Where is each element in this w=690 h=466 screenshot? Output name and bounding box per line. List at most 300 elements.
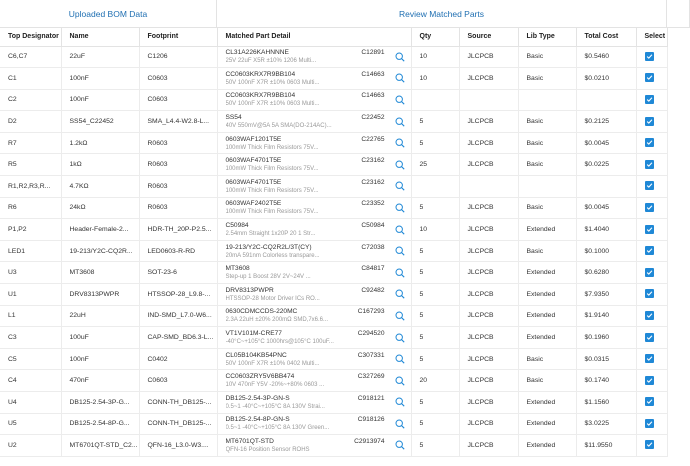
select-cell (636, 154, 667, 176)
qty-cell: 5 (411, 284, 459, 306)
part-code: C84817 (361, 265, 385, 273)
source-cell: JLCPCB (459, 370, 518, 392)
table-row (0, 197, 667, 219)
total-cost-cell: $0.0210 (576, 68, 636, 90)
part-description: 40V 550mV@5A 5A SMA(DO-214AC)... (225, 123, 332, 130)
total-cost-cell: $7.9350 (576, 284, 636, 306)
select-cell (636, 176, 667, 198)
part-description: 100mW Thick Film Resistors 75V... (225, 209, 319, 216)
matched-part-cell (217, 284, 411, 306)
part-description: 25V 22uF X5R ±10% 1206 Multi... (225, 58, 317, 65)
select-cell (636, 240, 667, 262)
search-icon[interactable] (395, 397, 405, 407)
part-description: 100mW Thick Film Resistors 75V... (225, 166, 319, 173)
checkmark-icon (646, 74, 653, 81)
qty-cell: 5 (411, 111, 459, 133)
search-icon[interactable] (395, 289, 405, 299)
matched-part-cell (217, 305, 411, 327)
part-description: 50V 100nF X7R ±10% 0402 Multi... (225, 360, 320, 367)
part-description: 20mA 591nm Colorless transpare... (225, 252, 320, 259)
search-icon[interactable] (395, 225, 405, 235)
total-cost-cell: $11.9550 (576, 435, 636, 457)
matched-part-cell (217, 327, 411, 349)
designator-cell: R1,R2,R3,R... (0, 176, 61, 198)
table-row (0, 176, 667, 198)
lib-type-cell: Extended (518, 284, 576, 306)
search-icon[interactable] (395, 246, 405, 256)
part-code: C2913974 (354, 437, 385, 445)
qty-cell: 5 (411, 435, 459, 457)
name-cell: 100uF (61, 327, 139, 349)
select-cell (636, 262, 667, 284)
search-icon[interactable] (395, 203, 405, 213)
designator-cell: C2 (0, 89, 61, 111)
total-cost-cell: $0.1000 (576, 240, 636, 262)
total-cost-cell: $1.1560 (576, 392, 636, 414)
designator-cell: U4 (0, 392, 61, 414)
part-number[interactable]: 0603WAF4701T5E (225, 157, 282, 165)
part-description: 2.54mm Straight 1x20P 20 1 Str... (225, 231, 316, 238)
footprint-cell: LED0603-R-RD (139, 240, 217, 262)
part-number[interactable]: C50984 (225, 222, 249, 230)
source-cell: JLCPCB (459, 392, 518, 414)
qty-cell: 5 (411, 327, 459, 349)
source-cell: JLCPCB (459, 413, 518, 435)
qty-cell: 10 (411, 46, 459, 68)
name-cell: 22uH (61, 305, 139, 327)
select-cell (636, 219, 667, 241)
footprint-cell: CAP-SMD_BD6.3-L... (139, 327, 217, 349)
checkmark-icon (646, 182, 653, 189)
name-cell: DB125-2.54-8P-G... (61, 413, 139, 435)
designator-cell: U1 (0, 284, 61, 306)
lib-type-cell (518, 176, 576, 198)
part-code: C12891 (361, 49, 385, 57)
col-source: Source (459, 28, 518, 46)
table-row (0, 219, 667, 241)
name-cell: Header-Female-2... (61, 219, 139, 241)
checkmark-icon (646, 398, 653, 405)
part-description: 10V 470nF Y5V -20%~+80% 0603 ... (225, 382, 325, 389)
search-icon[interactable] (395, 440, 405, 450)
designator-cell: L1 (0, 305, 61, 327)
total-cost-cell: $1.9140 (576, 305, 636, 327)
lib-type-cell: Extended (518, 392, 576, 414)
part-number[interactable]: CC0603ZRY5V6BB474 (225, 373, 295, 381)
table-row (0, 284, 667, 306)
total-cost-cell (576, 176, 636, 198)
select-checkbox[interactable] (645, 117, 654, 126)
matched-part-cell (217, 219, 411, 241)
col-top-designator: Top Designator (0, 28, 61, 46)
col-matched-part-detail: Matched Part Detail (217, 28, 411, 46)
total-cost-cell: $0.0045 (576, 132, 636, 154)
search-icon[interactable] (395, 333, 405, 343)
col-footprint: Footprint (139, 28, 217, 46)
select-cell (636, 46, 667, 68)
part-code: C92482 (361, 286, 385, 294)
part-code: C72038 (361, 243, 385, 251)
part-code: C22765 (361, 135, 385, 143)
table-row (0, 240, 667, 262)
lib-type-cell: Basic (518, 111, 576, 133)
search-icon[interactable] (395, 138, 405, 148)
select-checkbox[interactable] (645, 73, 654, 82)
footprint-cell: R0603 (139, 176, 217, 198)
qty-cell: 5 (411, 392, 459, 414)
total-cost-cell: $0.2125 (576, 111, 636, 133)
review-matched-parts-header: Review Matched Parts (217, 0, 667, 28)
total-cost-cell (576, 89, 636, 111)
select-checkbox[interactable] (645, 246, 654, 255)
designator-cell: LED1 (0, 240, 61, 262)
source-cell: JLCPCB (459, 435, 518, 457)
lib-type-cell: Basic (518, 370, 576, 392)
qty-cell: 20 (411, 370, 459, 392)
checkmark-icon (646, 226, 653, 233)
checkmark-icon (646, 247, 653, 254)
header-row (0, 28, 667, 46)
name-cell: 100nF (61, 68, 139, 90)
lib-type-cell: Basic (518, 197, 576, 219)
part-number[interactable]: DB125-2.54-3P-GN-S (225, 394, 290, 402)
part-description: QFN-16 Position Sensor ROHS (225, 446, 310, 453)
checkmark-icon (646, 139, 653, 146)
qty-cell: 5 (411, 197, 459, 219)
select-checkbox[interactable] (645, 289, 654, 298)
search-icon[interactable] (395, 95, 405, 105)
bom-table-body (0, 46, 667, 456)
matched-part-cell (217, 46, 411, 68)
footprint-cell: SMA_L4.4-W2.8-L... (139, 111, 217, 133)
part-number[interactable]: CL05B104KB54PNC (225, 351, 287, 359)
select-cell (636, 68, 667, 90)
part-code: C14663 (361, 92, 385, 100)
lib-type-cell: Basic (518, 154, 576, 176)
designator-cell: R5 (0, 154, 61, 176)
table-row (0, 327, 667, 349)
part-number[interactable]: VT1V101M-CRE77 (225, 330, 282, 338)
search-icon[interactable] (395, 52, 405, 62)
footprint-cell: C0603 (139, 370, 217, 392)
name-cell: 470nF (61, 370, 139, 392)
part-code: C23352 (361, 200, 385, 208)
col-name: Name (61, 28, 139, 46)
table-row (0, 435, 667, 457)
designator-cell: C5 (0, 348, 61, 370)
footprint-cell: R0603 (139, 197, 217, 219)
checkmark-icon (646, 290, 653, 297)
designator-cell: C1 (0, 68, 61, 90)
footprint-cell: C0603 (139, 89, 217, 111)
table-row (0, 348, 667, 370)
designator-cell: R7 (0, 132, 61, 154)
footprint-cell: HDR-TH_20P-P2.5... (139, 219, 217, 241)
name-cell: 22uF (61, 46, 139, 68)
search-icon[interactable] (395, 181, 405, 191)
qty-cell: 5 (411, 240, 459, 262)
source-cell: JLCPCB (459, 197, 518, 219)
qty-cell (411, 176, 459, 198)
lib-type-cell (518, 89, 576, 111)
checkmark-icon (646, 420, 653, 427)
search-icon[interactable] (395, 160, 405, 170)
part-description: 2.3A 22uH ±20% 200mΩ SMD,7x6.6... (225, 317, 328, 324)
name-cell: MT6701QT-STD_C2... (61, 435, 139, 457)
source-cell: JLCPCB (459, 68, 518, 90)
select-checkbox[interactable] (645, 95, 654, 104)
part-code: C23162 (361, 157, 385, 165)
search-icon[interactable] (395, 117, 405, 127)
select-cell (636, 89, 667, 111)
source-cell: JLCPCB (459, 132, 518, 154)
name-cell: 100nF (61, 89, 139, 111)
checkmark-icon (646, 355, 653, 362)
matched-part-cell (217, 262, 411, 284)
select-checkbox[interactable] (645, 376, 654, 385)
lib-type-cell: Extended (518, 262, 576, 284)
total-cost-cell: $0.0045 (576, 197, 636, 219)
table-row (0, 392, 667, 414)
checkmark-icon (646, 334, 653, 341)
checkmark-icon (646, 441, 653, 448)
part-number[interactable]: MT3608 (225, 265, 250, 273)
qty-cell: 5 (411, 262, 459, 284)
checkmark-icon (646, 161, 653, 168)
select-cell (636, 413, 667, 435)
footprint-cell: R0603 (139, 154, 217, 176)
search-icon[interactable] (395, 354, 405, 364)
lib-type-cell: Extended (518, 435, 576, 457)
select-checkbox[interactable] (645, 138, 654, 147)
source-cell: JLCPCB (459, 284, 518, 306)
table-row (0, 154, 667, 176)
part-number[interactable]: 0603WAF2402T5E (225, 200, 282, 208)
matched-part-cell (217, 348, 411, 370)
matched-part-cell (217, 89, 411, 111)
part-code: C327269 (357, 373, 385, 381)
source-cell: JLCPCB (459, 327, 518, 349)
search-icon[interactable] (395, 73, 405, 83)
part-number[interactable]: SS54 (225, 114, 242, 122)
source-cell (459, 89, 518, 111)
total-cost-cell: $0.1740 (576, 370, 636, 392)
total-cost-cell: $1.4040 (576, 219, 636, 241)
footprint-cell: C0603 (139, 68, 217, 90)
select-cell (636, 111, 667, 133)
total-cost-cell: $0.0225 (576, 154, 636, 176)
source-cell: JLCPCB (459, 46, 518, 68)
table-row (0, 68, 667, 90)
part-code: C50984 (361, 222, 385, 230)
bom-table (0, 28, 668, 457)
part-code: C22452 (361, 114, 385, 122)
footprint-cell: CONN-TH_DB125-... (139, 413, 217, 435)
part-description: 100mW Thick Film Resistors 75V... (225, 144, 319, 151)
source-cell: JLCPCB (459, 154, 518, 176)
lib-type-cell: Extended (518, 305, 576, 327)
total-cost-cell: $0.0315 (576, 348, 636, 370)
table-row (0, 89, 667, 111)
table-row (0, 413, 667, 435)
part-description: -40°C~+105°C 1000hrs@105°C 100uF... (225, 339, 334, 346)
select-checkbox[interactable] (645, 268, 654, 277)
footprint-cell: R0603 (139, 132, 217, 154)
lib-type-cell: Basic (518, 46, 576, 68)
source-cell: JLCPCB (459, 262, 518, 284)
part-number[interactable]: 0603WAF1201T5E (225, 135, 282, 143)
designator-cell: U2 (0, 435, 61, 457)
part-number[interactable]: 0603WAF4701T5E (225, 178, 282, 186)
source-cell: JLCPCB (459, 111, 518, 133)
total-cost-cell: $3.0225 (576, 413, 636, 435)
select-cell (636, 305, 667, 327)
matched-part-cell (217, 68, 411, 90)
footprint-cell: QFN-16_L3.0-W3.... (139, 435, 217, 457)
select-checkbox[interactable] (645, 203, 654, 212)
total-cost-cell: $0.5460 (576, 46, 636, 68)
search-icon[interactable] (395, 311, 405, 321)
part-description: 0.5~1 -40°C~+105°C 8A 130V Green... (225, 425, 330, 432)
name-cell: 4.7KΩ (61, 176, 139, 198)
select-checkbox[interactable] (645, 397, 654, 406)
part-number[interactable]: MT6701QT-STD (225, 437, 274, 445)
part-description: HTSSOP-28 Motor Driver ICs RO... (225, 295, 320, 302)
part-number[interactable]: CL31A226KAHNNNE (225, 49, 289, 57)
name-cell: DB125-2.54-3P-G... (61, 392, 139, 414)
matched-part-cell (217, 154, 411, 176)
header-spacer (667, 0, 690, 28)
select-checkbox[interactable] (645, 440, 654, 449)
checkmark-icon (646, 269, 653, 276)
part-code: C307331 (357, 351, 385, 359)
table-row (0, 46, 667, 68)
part-number[interactable]: DB125-2.54-8P-GN-S (225, 416, 290, 424)
source-cell: JLCPCB (459, 240, 518, 262)
matched-part-cell (217, 435, 411, 457)
select-cell (636, 392, 667, 414)
qty-cell: 5 (411, 413, 459, 435)
source-cell: JLCPCB (459, 305, 518, 327)
select-cell (636, 132, 667, 154)
lib-type-cell: Basic (518, 348, 576, 370)
select-checkbox[interactable] (645, 419, 654, 428)
part-number[interactable]: 0630CDMCCDS-220MC (225, 308, 298, 316)
lib-type-cell: Extended (518, 219, 576, 241)
lib-type-cell: Basic (518, 240, 576, 262)
part-number[interactable]: CC0603KRX7R9BB104 (225, 92, 296, 100)
col-total-cost: Total Cost (576, 28, 636, 46)
part-code: C14663 (361, 70, 385, 78)
lib-type-cell: Basic (518, 68, 576, 90)
name-cell: DRV8313PWPR (61, 284, 139, 306)
select-checkbox[interactable] (645, 354, 654, 363)
designator-cell: R6 (0, 197, 61, 219)
matched-part-cell (217, 370, 411, 392)
name-cell: SS54_C22452 (61, 111, 139, 133)
matched-part-cell (217, 176, 411, 198)
designator-cell: C4 (0, 370, 61, 392)
select-cell (636, 435, 667, 457)
part-description: Step-up 1 Boost 28V 2V~24V ... (225, 274, 311, 281)
select-checkbox[interactable] (645, 333, 654, 342)
checkmark-icon (646, 53, 653, 60)
part-description: 100mW Thick Film Resistors 75V... (225, 187, 319, 194)
designator-cell: U3 (0, 262, 61, 284)
uploaded-bom-header: Uploaded BOM Data (0, 0, 217, 28)
search-icon[interactable] (395, 419, 405, 429)
select-checkbox[interactable] (645, 160, 654, 169)
part-code: C167293 (357, 308, 385, 316)
name-cell: MT3608 (61, 262, 139, 284)
select-checkbox[interactable] (645, 52, 654, 61)
select-cell (636, 327, 667, 349)
designator-cell: C3 (0, 327, 61, 349)
part-description: 50V 100nF X7R ±10% 0603 Multi... (225, 101, 320, 108)
search-icon[interactable] (395, 268, 405, 278)
part-number[interactable]: CC0603KRX7R9BB104 (225, 70, 296, 78)
matched-part-cell (217, 197, 411, 219)
matched-part-cell (217, 413, 411, 435)
part-number[interactable]: 19-213/Y2C-CQ2R2L/3T(CY) (225, 243, 312, 251)
name-cell: 1kΩ (61, 154, 139, 176)
checkmark-icon (646, 204, 653, 211)
part-number[interactable]: DRV8313PWPR (225, 286, 274, 294)
lib-type-cell: Extended (518, 413, 576, 435)
total-cost-cell: $0.1960 (576, 327, 636, 349)
lib-type-cell: Basic (518, 132, 576, 154)
qty-cell: 10 (411, 219, 459, 241)
lib-type-cell: Extended (518, 327, 576, 349)
matched-part-cell (217, 132, 411, 154)
qty-cell: 10 (411, 68, 459, 90)
qty-cell: 5 (411, 305, 459, 327)
table-row (0, 262, 667, 284)
name-cell: 100nF (61, 348, 139, 370)
select-checkbox[interactable] (645, 225, 654, 234)
select-cell (636, 284, 667, 306)
checkmark-icon (646, 118, 653, 125)
designator-cell: P1,P2 (0, 219, 61, 241)
part-code: C23162 (361, 178, 385, 186)
designator-cell: C6,C7 (0, 46, 61, 68)
name-cell: 19-213/Y2C-CQ2R... (61, 240, 139, 262)
checkmark-icon (646, 377, 653, 384)
select-cell (636, 370, 667, 392)
source-cell (459, 176, 518, 198)
select-checkbox[interactable] (645, 311, 654, 320)
col-select: Select (636, 28, 667, 46)
table-row (0, 111, 667, 133)
part-code: C294520 (357, 330, 385, 338)
checkmark-icon (646, 96, 653, 103)
table-row (0, 132, 667, 154)
table-row (0, 305, 667, 327)
source-cell: JLCPCB (459, 219, 518, 241)
footprint-cell: C1206 (139, 46, 217, 68)
designator-cell: U5 (0, 413, 61, 435)
col-lib-type: Lib Type (518, 28, 576, 46)
name-cell: 24kΩ (61, 197, 139, 219)
select-checkbox[interactable] (645, 181, 654, 190)
footprint-cell: CONN-TH_DB125-... (139, 392, 217, 414)
qty-cell (411, 89, 459, 111)
footprint-cell: C0402 (139, 348, 217, 370)
qty-cell: 5 (411, 348, 459, 370)
designator-cell: D2 (0, 111, 61, 133)
search-icon[interactable] (395, 376, 405, 386)
select-cell (636, 348, 667, 370)
